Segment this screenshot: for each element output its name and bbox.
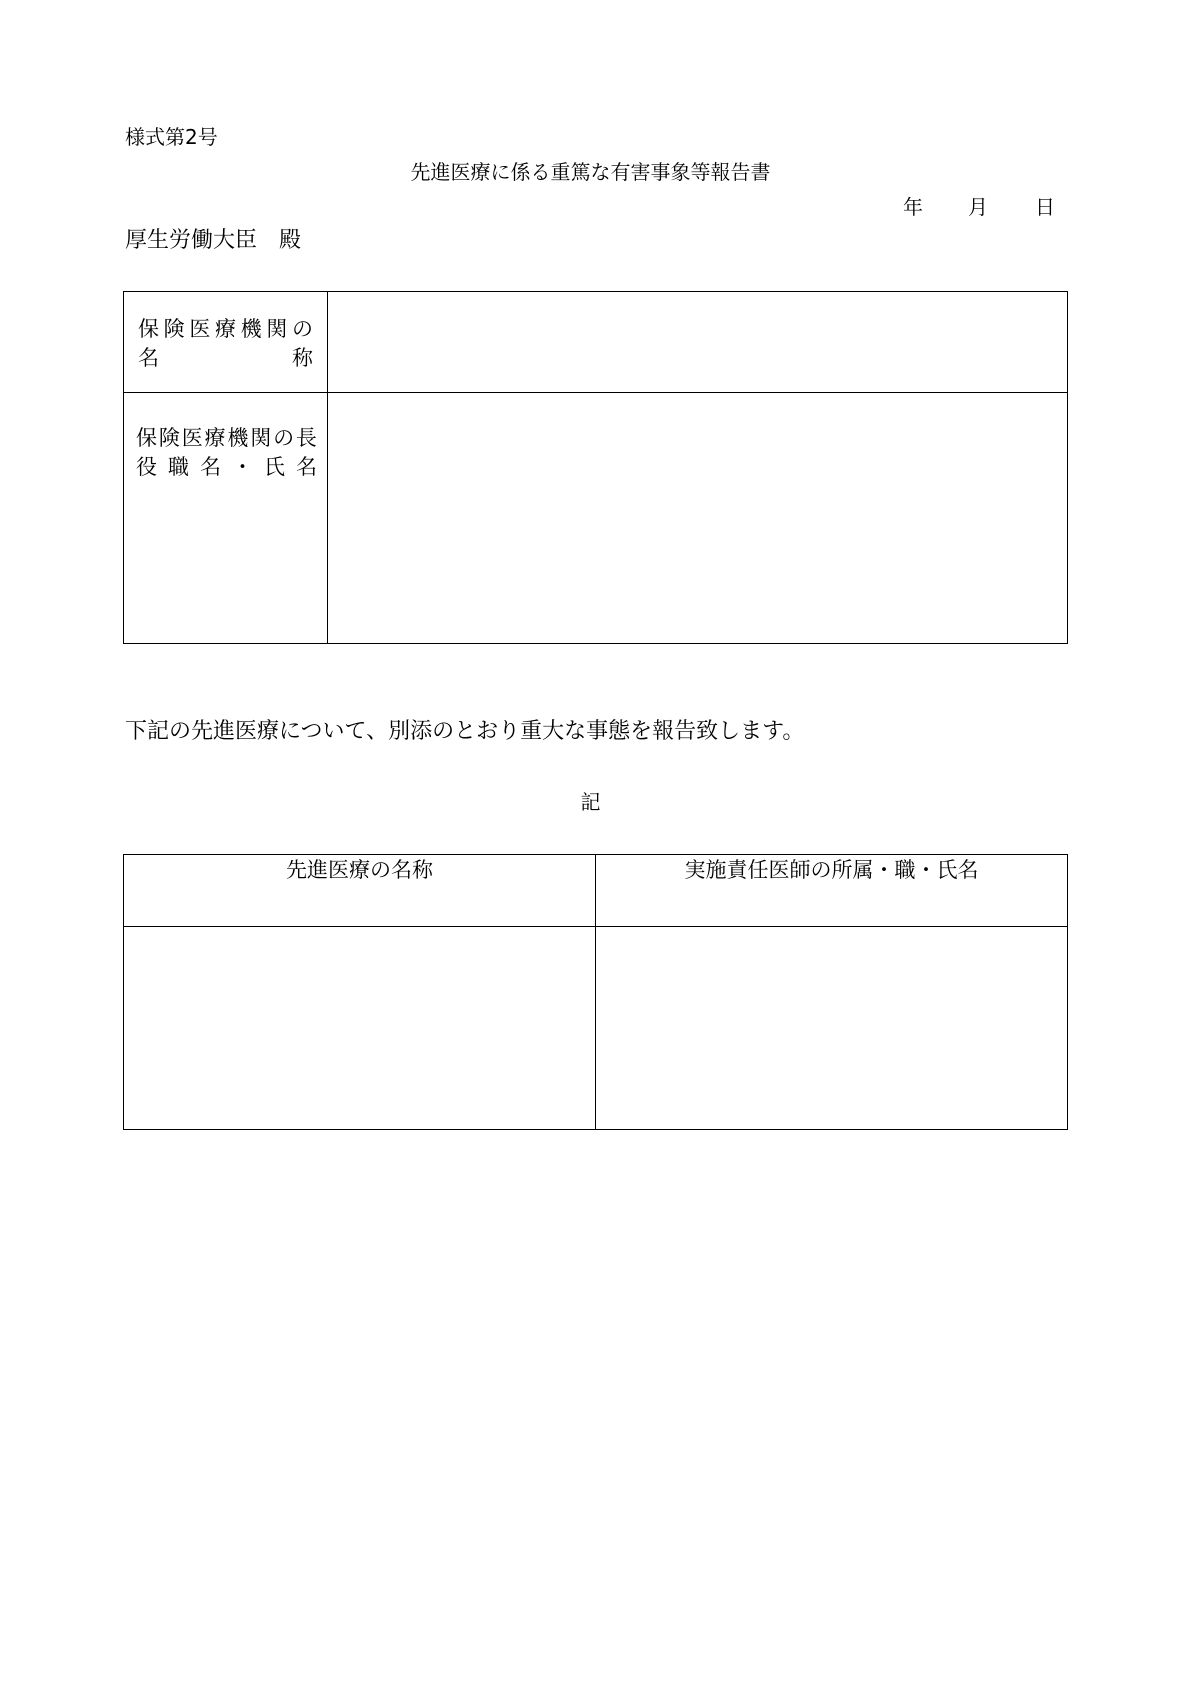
physician-header: 実施責任医師の所属・職・氏名 (684, 858, 979, 882)
institution-name-row (124, 292, 1068, 393)
label-char: 保 (136, 426, 157, 450)
label-char: 名 (296, 455, 317, 479)
label-char: 役 (136, 455, 157, 479)
label-char: 医 (181, 426, 203, 450)
procedure-name-value-cell[interactable] (124, 927, 596, 1130)
physician-header-cell (596, 855, 1068, 927)
procedure-name-header-cell (124, 855, 596, 927)
label-char: 関 (266, 317, 288, 341)
label-char: 険 (158, 426, 180, 450)
label-char: の (291, 317, 313, 341)
ki-heading: 記 (580, 790, 601, 814)
label-char: 職 (168, 455, 189, 479)
label-char: 療 (214, 317, 236, 341)
label-char: の (273, 426, 295, 450)
label-char: 名 (138, 346, 159, 370)
institution-head-row (124, 393, 1068, 644)
institution-name-label-line2 (138, 344, 313, 373)
label-char: 療 (204, 426, 226, 450)
date-year-label: 年 (903, 195, 923, 219)
institution-head-label-line1 (136, 424, 317, 453)
institution-head-label-line2 (136, 453, 317, 482)
detail-table (123, 854, 1068, 1130)
institution-table (123, 291, 1068, 644)
detail-value-row (124, 927, 1068, 1130)
document-title: 先進医療に係る重篤な有害事象等報告書 (410, 160, 771, 184)
label-char: 機 (227, 426, 249, 450)
date-day-label: 日 (1035, 195, 1055, 219)
label-char: 関 (250, 426, 272, 450)
institution-head-value-cell[interactable] (328, 393, 1068, 644)
form-number: 様式第2号 (125, 125, 218, 149)
label-char: 険 (163, 317, 185, 341)
institution-head-label-cell (124, 393, 328, 644)
label-char: 名 (200, 455, 221, 479)
physician-value-cell[interactable] (596, 927, 1068, 1130)
label-char: 医 (189, 317, 211, 341)
label-char: 氏 (264, 455, 285, 479)
institution-name-label-cell (124, 292, 328, 393)
label-char: 称 (292, 346, 313, 370)
procedure-name-header: 先進医療の名称 (286, 858, 433, 882)
institution-name-label-line1 (138, 315, 313, 344)
addressee: 厚生労働大臣 殿 (125, 228, 302, 253)
date-month-label: 月 (968, 195, 988, 219)
report-statement: 下記の先進医療について、別添のとおり重大な事態を報告致します。 (125, 719, 805, 744)
label-char: ・ (232, 455, 253, 479)
institution-name-value-cell[interactable] (328, 292, 1068, 393)
label-char: 機 (240, 317, 262, 341)
detail-header-row (124, 855, 1068, 927)
label-char: 保 (138, 317, 159, 341)
label-char: 長 (295, 426, 317, 450)
